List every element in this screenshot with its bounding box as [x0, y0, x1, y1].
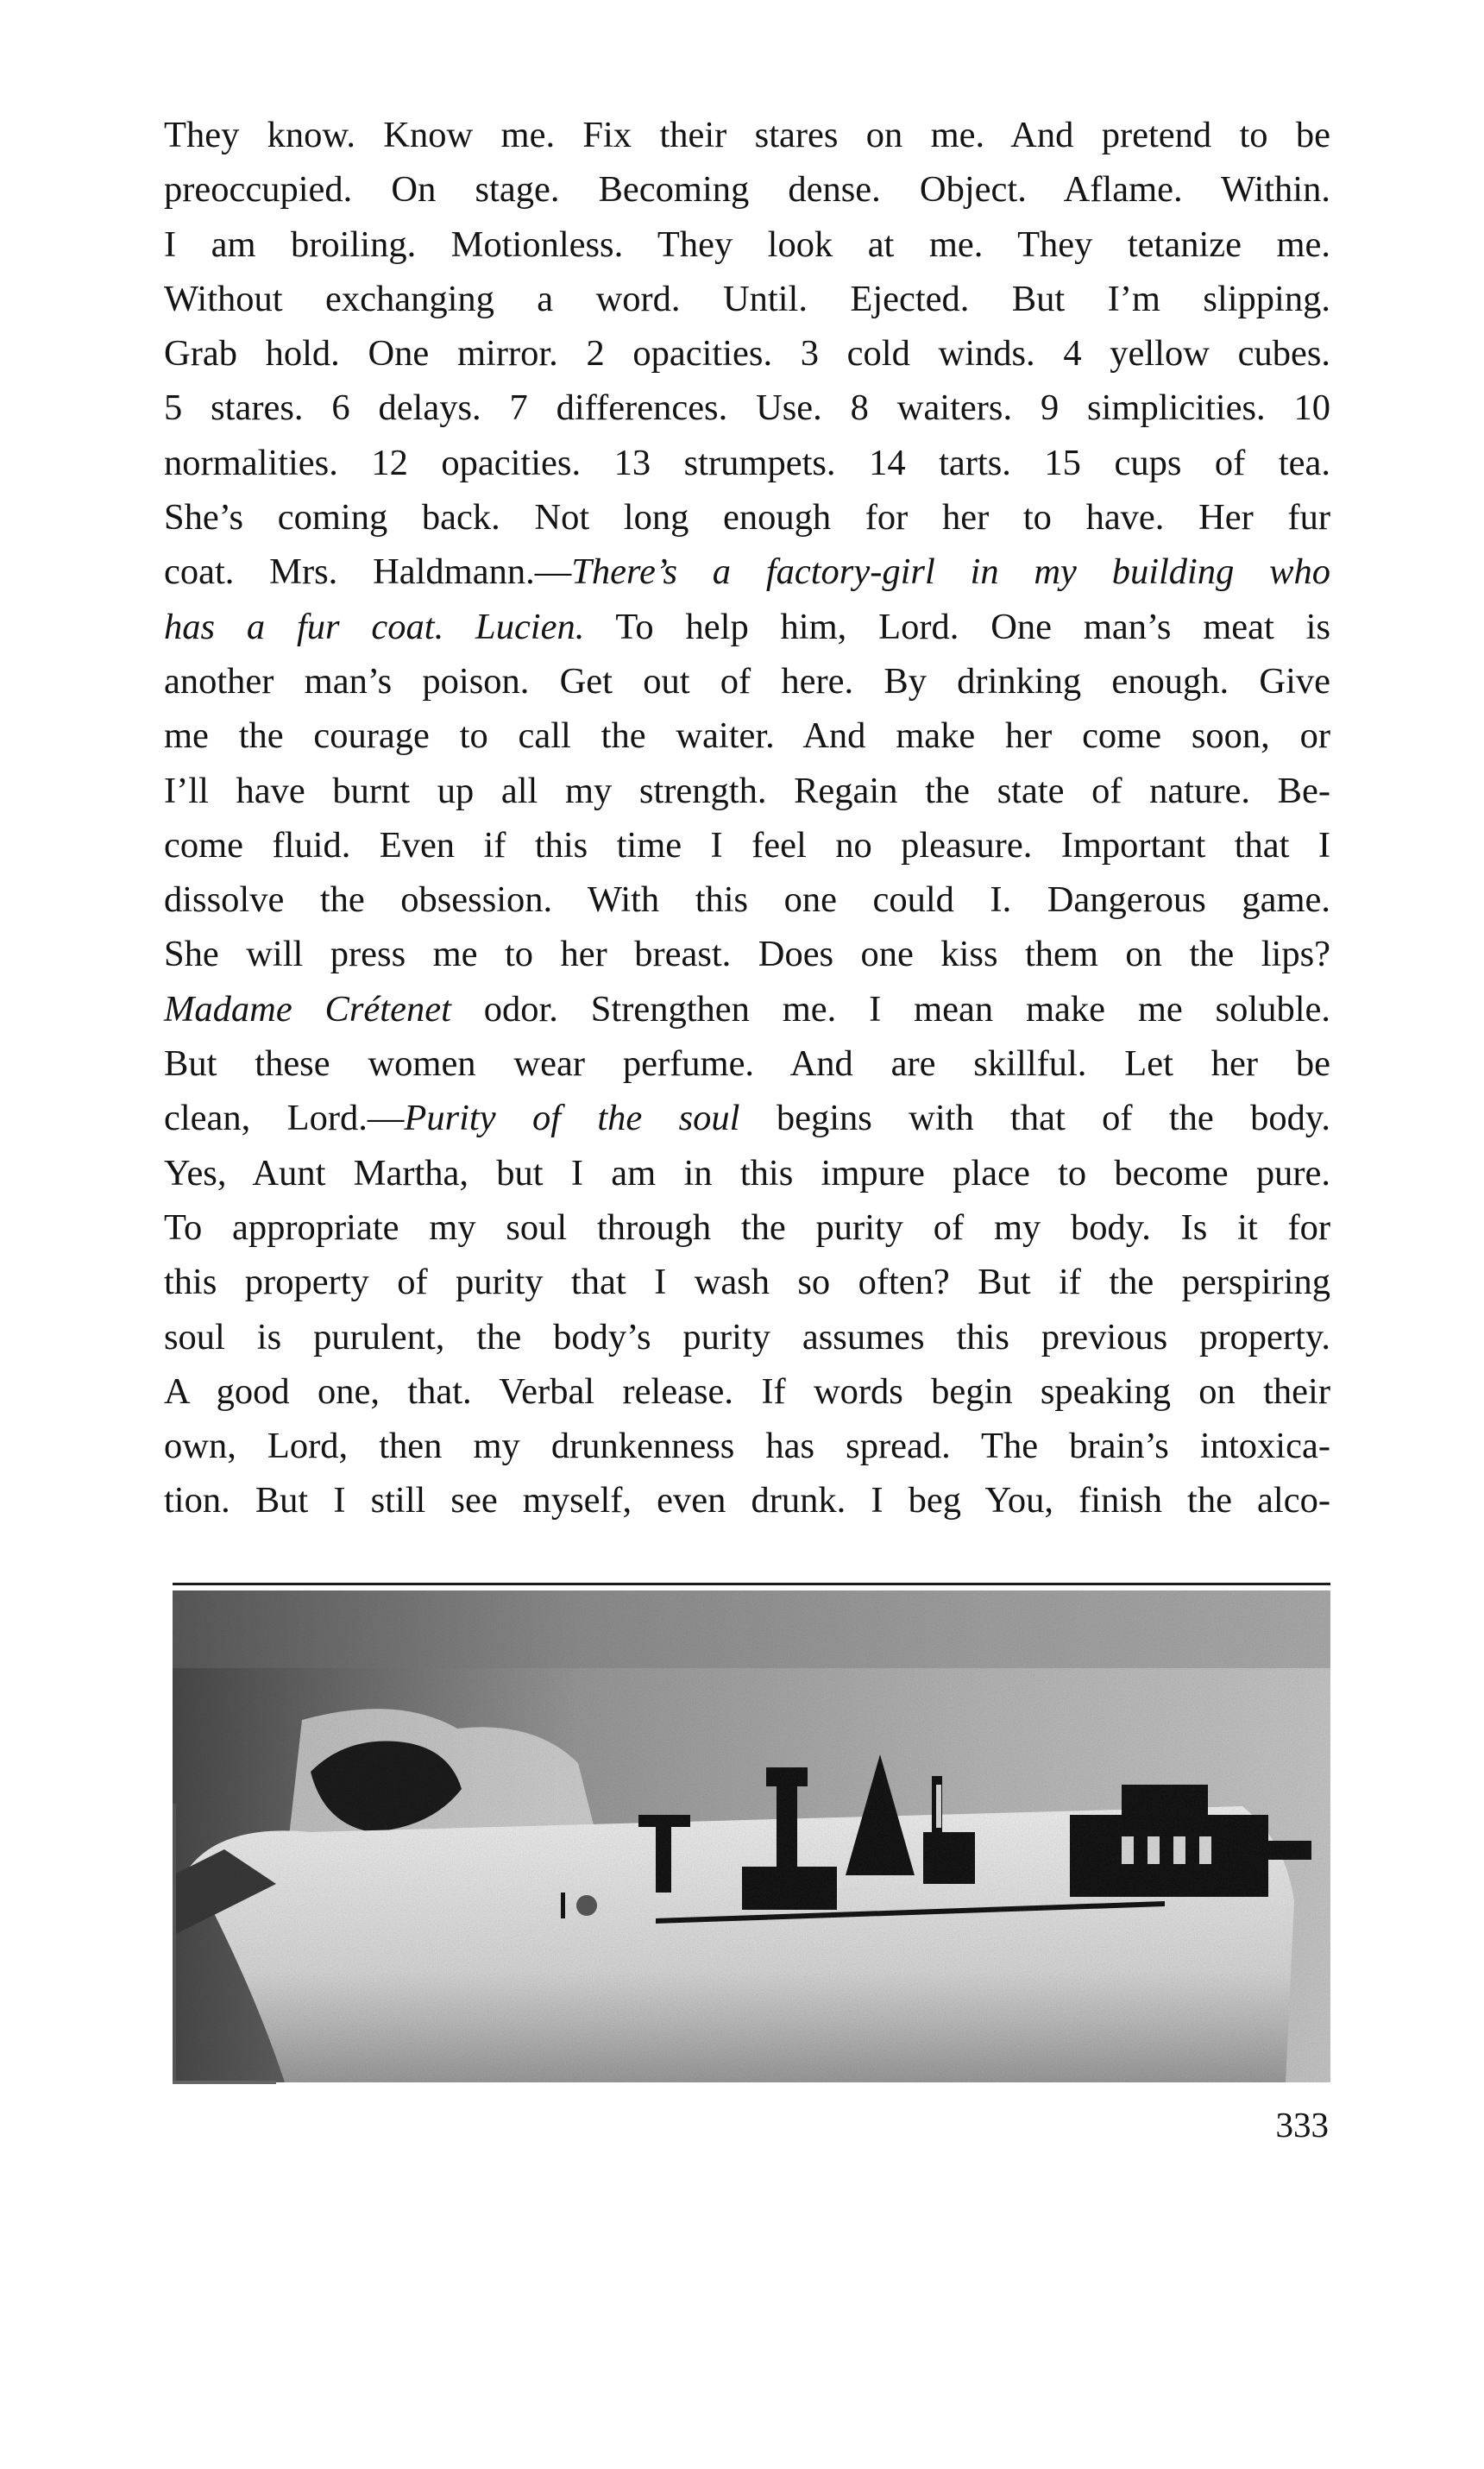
- photo-bottom-edge: [173, 2081, 276, 2084]
- text-segment: I am broiling. Motionless. They look at me. They tetanize me.: [164, 224, 1330, 265]
- text-segment: She will press me to her breast. Does one kiss them on the lips?: [164, 934, 1330, 975]
- text-line: [164, 545, 1330, 599]
- text-line: [164, 1200, 1330, 1255]
- italic-text: There’s a factory-girl in my building who: [571, 551, 1330, 593]
- text-line: [164, 490, 1330, 545]
- text-segment: They know. Know me. Fix their stares on me. And pretend to be: [164, 115, 1330, 155]
- text-segment: begins with that of the body.: [739, 1098, 1331, 1139]
- text-segment: I’ll have burnt up all my strength. Regain the state of nature. Be-: [164, 770, 1330, 811]
- text-segment: me the courage to call the waiter. And make her come soon, or: [164, 715, 1330, 757]
- text-line: [164, 982, 1330, 1036]
- italic-text: Madame Crétenet: [164, 988, 451, 1030]
- text-line: [164, 1419, 1330, 1473]
- text-segment: this property of purity that I wash so often? But if the perspiring: [164, 1262, 1330, 1303]
- photograph-image: [173, 1590, 1330, 2082]
- text-line: [164, 1473, 1330, 1527]
- text-segment: soul is purulent, the body’s purity assumes this previous property.: [164, 1316, 1330, 1357]
- text-segment: To appropriate my soul through the purity of my body. Is it for: [164, 1206, 1330, 1248]
- text-line: [164, 872, 1330, 927]
- text-segment: clean, Lord.—: [164, 1098, 405, 1139]
- text-line: [164, 1036, 1330, 1091]
- text-segment: But these women wear perfume. And are skillful. Let her be: [164, 1043, 1330, 1085]
- text-line: [164, 709, 1330, 763]
- text-segment: own, Lord, then my drunkenness has spread. The brain’s intoxica-: [164, 1426, 1330, 1467]
- text-line: [164, 600, 1330, 654]
- text-line: [164, 1310, 1330, 1364]
- text-line: [164, 1146, 1330, 1200]
- text-segment: tion. But I still see myself, even drunk. I beg You, finish the alco-: [164, 1480, 1330, 1521]
- text-line: [164, 217, 1330, 272]
- text-segment: 5 stares. 6 delays. 7 differences. Use. 8 waiters. 9 simplicities. 10: [164, 387, 1330, 429]
- text-line: [164, 162, 1330, 217]
- text-segment: come fluid. Even if this time I feel no pleasure. Important that I: [164, 824, 1330, 866]
- text-line: [164, 326, 1330, 381]
- text-line: [164, 927, 1330, 981]
- photo-left-edge: [173, 1804, 176, 2084]
- text-segment: She’s coming back. Not long enough for her to have. Her fur: [164, 497, 1330, 539]
- text-segment: A good one, that. Verbal release. If words begin speaking on their: [164, 1370, 1330, 1412]
- text-segment: Yes, Aunt Martha, but I am in this impure place to become pure.: [164, 1152, 1330, 1194]
- text-line: [164, 272, 1330, 326]
- text-segment: To help him, Lord. One man’s meat is: [584, 606, 1330, 647]
- italic-text: has a fur coat. Lucien.: [164, 606, 585, 647]
- italic-text: Purity of the soul: [404, 1098, 740, 1139]
- text-segment: Grab hold. One mirror. 2 opacities. 3 cold winds. 4 yellow cubes.: [164, 333, 1330, 375]
- text-line: [164, 436, 1330, 490]
- text-line: [164, 1255, 1330, 1309]
- text-line: [164, 818, 1330, 872]
- text-segment: normalities. 12 opacities. 13 strumpets. 14 tarts. 15 cups of tea.: [164, 442, 1330, 483]
- page-number: 333: [1275, 2105, 1329, 2145]
- body-text: [164, 108, 1330, 1528]
- text-line: [164, 1091, 1330, 1145]
- text-line: [164, 654, 1330, 709]
- text-segment: preoccupied. On stage. Becoming dense. Object. Aflame. Within.: [164, 169, 1330, 211]
- photograph: [173, 1590, 1330, 2082]
- text-line: [164, 764, 1330, 818]
- text-line: [164, 381, 1330, 435]
- text-segment: coat. Mrs. Haldmann.—: [164, 551, 572, 593]
- text-line: [164, 1364, 1330, 1419]
- text-line: [164, 108, 1330, 162]
- text-segment: dissolve the obsession. With this one could I. Dangerous game.: [164, 879, 1330, 921]
- text-segment: another man’s poison. Get out of here. By drinking enough. Give: [164, 660, 1330, 702]
- text-segment: odor. Strengthen me. I mean make me soluble.: [450, 988, 1330, 1030]
- text-segment: Without exchanging a word. Until. Ejected. But I’m slipping.: [164, 278, 1330, 319]
- photo-top-rule: [173, 1583, 1330, 1585]
